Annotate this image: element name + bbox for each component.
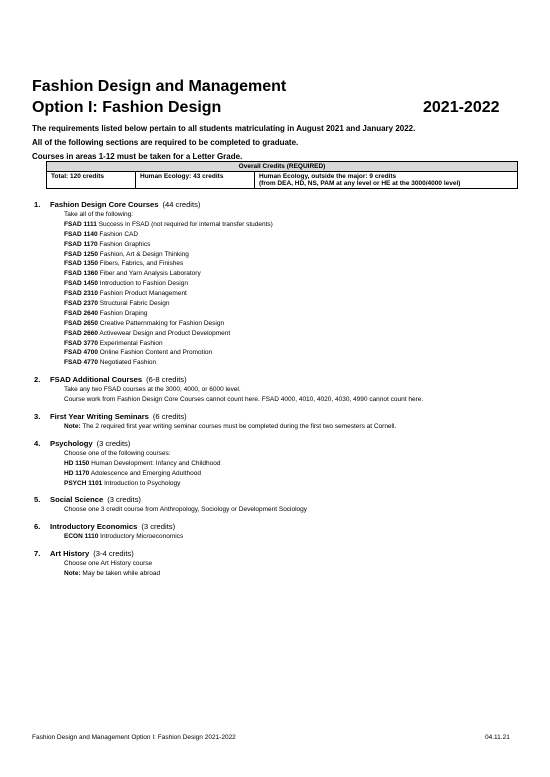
- course-code: FSAD 4700: [64, 349, 98, 357]
- course-text: Choose one Art History course: [64, 560, 153, 568]
- course-line: [64, 459, 524, 469]
- course-text: Take any two FSAD courses at the 3000, 4000, or 6000 level.: [64, 386, 241, 394]
- course-line: [64, 395, 524, 405]
- outside-major-line-1: Human Ecology, outside the major: 9 credits: [259, 173, 397, 180]
- course-line: [64, 299, 524, 309]
- course-text: Experimental Fashion: [99, 339, 163, 347]
- course-line: [64, 449, 524, 459]
- section-title: FSAD Additional Courses: [50, 375, 143, 385]
- course-code: Note:: [64, 423, 81, 431]
- course-line: [64, 220, 524, 230]
- course-code: FSAD 1250: [64, 250, 98, 258]
- course-line: [64, 269, 524, 279]
- section-heading: [34, 494, 524, 505]
- section-number: 1.: [34, 200, 41, 209]
- section-number: 2.: [34, 375, 41, 385]
- course-code: FSAD 2640: [64, 309, 98, 317]
- page-title: Fashion Design and Management: [32, 78, 287, 95]
- section-heading: [34, 521, 524, 532]
- course-line: [64, 250, 524, 260]
- course-text: Success in FSAD (not required for internal transfer students): [98, 220, 273, 228]
- requirement-section: [34, 521, 524, 542]
- course-text: Choose one of the following courses:: [64, 449, 171, 457]
- course-line: [64, 339, 524, 349]
- section-credits: (3 credits): [96, 438, 131, 448]
- section-heading: [34, 199, 524, 210]
- course-code: FSAD 1450: [64, 280, 98, 288]
- section-heading: [34, 411, 524, 422]
- section-title: Fashion Design Core Courses: [50, 200, 159, 209]
- section-number: 4.: [34, 438, 41, 448]
- course-code: FSAD 2370: [64, 300, 98, 308]
- requirement-section: [34, 199, 524, 368]
- course-line: [64, 385, 524, 395]
- intro-line-3: Courses in areas 1-12 must be taken for a Letter Grade.: [32, 152, 243, 161]
- section-credits: (3 credits): [141, 522, 176, 532]
- course-code: ECON 1110: [64, 533, 99, 541]
- section-credits: (3-4 credits): [93, 549, 134, 559]
- requirement-sections: [34, 199, 524, 585]
- credits-outside-major-cell: [255, 172, 518, 189]
- section-number: 3.: [34, 412, 41, 422]
- course-text: Structural Fabric Design: [99, 300, 170, 308]
- course-text: Course work from Fashion Design Core Courses cannot count here. FSAD 4000, 4010, 4020, 4030, 4990 cannot count here.: [64, 396, 424, 404]
- section-title: Social Science: [50, 495, 104, 505]
- course-text: Human Development: Infancy and Childhood: [91, 459, 221, 467]
- course-code: FSAD 3770: [64, 339, 98, 347]
- course-line: [64, 289, 524, 299]
- course-code: FSAD 2310: [64, 290, 98, 298]
- section-heading: [34, 438, 524, 449]
- course-line: [64, 210, 524, 220]
- course-text: Negotiated Fashion: [99, 359, 157, 367]
- course-code: FSAD 4770: [64, 359, 98, 367]
- section-heading: [34, 374, 524, 385]
- course-code: HD 1150: [64, 459, 90, 467]
- section-heading: [34, 548, 524, 559]
- course-line: [64, 559, 524, 569]
- credits-table-header: Overall Credits (REQUIRED): [47, 162, 518, 172]
- course-text: Fashion Graphics: [99, 240, 151, 248]
- course-code: FSAD 1111: [64, 220, 97, 228]
- course-code: FSAD 1350: [64, 260, 98, 268]
- course-line: [64, 505, 524, 515]
- requirement-section: [34, 411, 524, 432]
- course-line: [64, 309, 524, 319]
- section-credits: (44 credits): [162, 200, 201, 209]
- footer-date: 04.11.21: [485, 734, 510, 741]
- section-number: 5.: [34, 495, 41, 505]
- course-text: Take all of the following:: [64, 211, 134, 218]
- course-text: Fashion Product Management: [99, 290, 187, 298]
- course-code: FSAD 1170: [64, 240, 98, 248]
- section-credits: (6 credits): [152, 412, 187, 422]
- requirement-section: [34, 438, 524, 489]
- course-line: [64, 319, 524, 329]
- course-line: [64, 532, 524, 542]
- section-number: 6.: [34, 522, 41, 532]
- requirement-section: [34, 374, 524, 405]
- section-title: Psychology: [50, 438, 93, 448]
- course-code: PSYCH 1101: [64, 479, 103, 487]
- course-line: [64, 230, 524, 240]
- course-text: Activewear Design and Product Development: [99, 329, 231, 337]
- course-code: HD 1170: [64, 469, 90, 477]
- section-title: Introductory Economics: [50, 522, 138, 532]
- course-line: [64, 240, 524, 250]
- requirement-section: [34, 494, 524, 515]
- section-credits: (6-8 credits): [146, 375, 187, 385]
- section-title: Art History: [50, 549, 90, 559]
- course-code: Note:: [64, 570, 81, 578]
- course-text: Fiber and Yarn Analysis Laboratory: [99, 270, 201, 278]
- course-code: FSAD 1140: [64, 230, 98, 238]
- page-subtitle: Option I: Fashion Design: [32, 99, 222, 116]
- course-line: [64, 422, 524, 432]
- course-code: FSAD 2650: [64, 319, 98, 327]
- credits-human-ecology-cell: Human Ecology: 43 credits: [136, 172, 255, 189]
- course-line: [64, 358, 524, 368]
- course-line: [64, 329, 524, 339]
- outside-major-line-2: (from DEA, HD, NS, PAM at any level or HE at the 3000/4000 level): [259, 180, 461, 187]
- course-text: Fashion, Art & Design Thinking: [99, 250, 189, 258]
- course-text: Introduction to Fashion Design: [99, 280, 188, 288]
- course-text: Choose one 3 credit course from Anthropology, Sociology or Development Sociology: [64, 506, 308, 514]
- credits-total-cell: Total: 120 credits: [47, 172, 136, 189]
- section-title: First Year Writing Seminars: [50, 412, 149, 422]
- course-line: [64, 348, 524, 358]
- course-line: [64, 479, 524, 489]
- course-text: Adolescence and Emerging Adulthood: [90, 469, 201, 477]
- course-text: Creative Patternmaking for Fashion Design: [99, 319, 225, 327]
- footer-title: Fashion Design and Management Option I: Fashion Design 2021-2022: [32, 734, 236, 741]
- course-line: [64, 469, 524, 479]
- section-credits: (3 credits): [107, 495, 141, 505]
- course-text: Introduction to Psychology: [104, 479, 181, 487]
- intro-line-2: All of the following sections are required to be completed to graduate.: [32, 138, 299, 147]
- course-line: [64, 279, 524, 289]
- course-text: Fashion CAD: [99, 230, 139, 238]
- course-text: May be taken while abroad: [82, 570, 161, 578]
- course-text: Fibers, Fabrics, and Finishes: [99, 260, 184, 268]
- course-text: Online Fashion Content and Promotion: [99, 349, 213, 357]
- course-text: Introductory Microeconomics: [100, 533, 184, 541]
- overall-credits-table: [46, 161, 518, 189]
- course-line: [64, 259, 524, 269]
- course-code: FSAD 1360: [64, 270, 98, 278]
- intro-line-1: The requirements listed below pertain to all students matriculating in August 2021 and January 2022.: [32, 124, 416, 133]
- course-text: Fashion Draping: [99, 309, 148, 317]
- course-code: FSAD 2660: [64, 329, 98, 337]
- course-text: The 2 required first year writing seminar courses must be completed during the first two semesters at Cornell.: [82, 423, 397, 431]
- requirement-section: [34, 548, 524, 579]
- course-line: [64, 569, 524, 579]
- academic-year: 2021-2022: [423, 99, 500, 116]
- section-number: 7.: [34, 549, 41, 559]
